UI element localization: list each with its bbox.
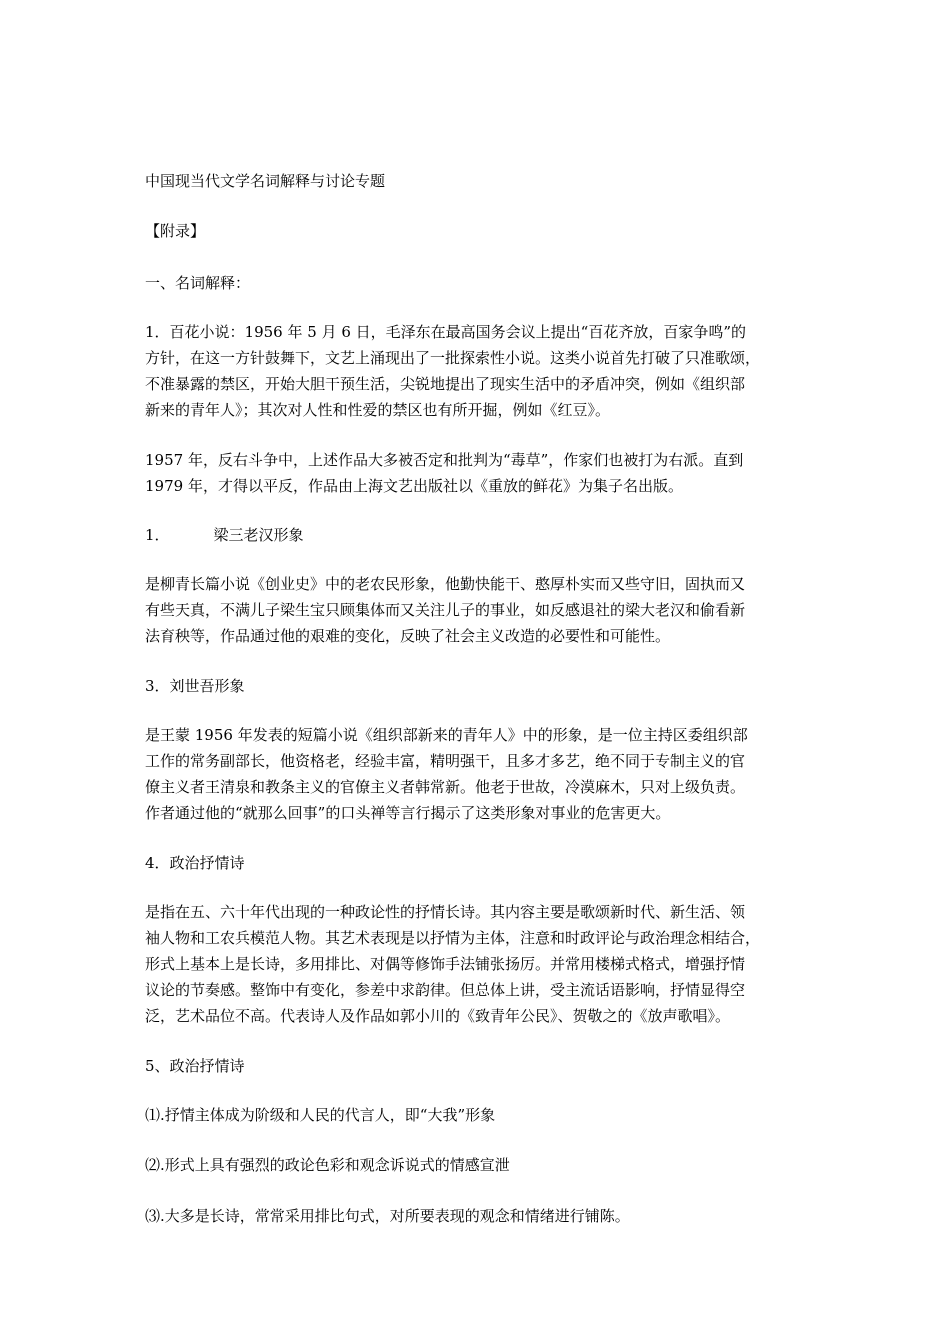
paragraph-line: 法育秧等，作品通过他的艰难的变化，反映了社会主义改造的必要性和可能性。 [145, 627, 671, 645]
entry-heading-liu-shiwu: 3．刘世吾形象 [145, 677, 245, 695]
paragraph-line: 是柳青长篇小说《创业史》中的老农民形象，他勤快能干、憨厚朴实而又些守旧，固执而又 [145, 575, 746, 593]
paragraph-political-lyric [145, 899, 813, 1029]
list-item-2: ⑵.形式上具有强烈的政论色彩和观念诉说式的情感宣泄 [145, 1156, 510, 1174]
entry-heading-political-lyric: 4．政治抒情诗 [145, 854, 245, 872]
appendix-label: 【附录】 [145, 222, 206, 240]
paragraph-line: 作者通过他的“就那么回事”的口头禅等言行揭示了这类形象对事业的危害更大。 [145, 804, 671, 822]
paragraph-line: 工作的常务副部长，他资格老，经验丰富，精明强干，且多才多艺，绝不同于专制主义的官 [145, 752, 746, 770]
paragraph-hundred-flowers [145, 319, 813, 423]
paragraph-1957 [145, 447, 813, 499]
entry-heading-political-lyric-5: 5、政治抒情诗 [145, 1057, 245, 1075]
paragraph-line: 议论的节奏感。整饰中有变化，参差中求韵律。但总体上讲，受主流话语影响，抒情显得空 [145, 981, 746, 999]
paragraph-liang-san [145, 571, 813, 649]
paragraph-line: 1957 年，反右斗争中，上述作品大多被否定和批判为“毒草”，作家们也被打为右派。直到 [145, 451, 744, 469]
paragraph-line: 1979 年，才得以平反，作品由上海文艺出版社以《重放的鲜花》为集子名出版。 [145, 477, 683, 495]
paragraph-line: 是王蒙 1956 年发表的短篇小说《组织部新来的青年人》中的形象，是一位主持区委组织部 [145, 726, 748, 744]
paragraph-line: 有些天真，不满儿子梁生宝只顾集体而又关注儿子的事业，如反感退社的梁大老汉和偷看新 [145, 601, 746, 619]
paragraph-liu-shiwu [145, 722, 813, 826]
paragraph-line: 泛，艺术品位不高。代表诗人及作品如郭小川的《致青年公民》、贺敬之的《放声歌唱》。 [145, 1007, 731, 1025]
list-item-1: ⑴.抒情主体成为阶级和人民的代言人，即“大我”形象 [145, 1106, 496, 1124]
list-item-3: ⑶.大多是长诗，常常采用排比句式，对所要表现的观念和情绪进行铺陈。 [145, 1207, 630, 1225]
section-heading: 一、名词解释： [145, 274, 251, 292]
paragraph-line: 袖人物和工农兵模范人物。其艺术表现是以抒情为主体，注意和时政评论与政治理念相结合， [145, 929, 761, 947]
paragraph-line: 不准暴露的禁区，开始大胆干预生活，尖锐地提出了现实生活中的矛盾冲突，例如《组织部 [145, 375, 746, 393]
paragraph-line: 1．百花小说：1956 年 5 月 6 日，毛泽东在最高国务会议上提出“百花齐放，百家争鸣”的 [145, 323, 746, 341]
paragraph-line: 新来的青年人》；其次对人性和性爱的禁区也有所开掘，例如《红豆》。 [145, 401, 611, 419]
entry-number: 1． [145, 526, 170, 544]
paragraph-line: 形式上基本上是长诗，多用排比、对偶等修饰手法铺张扬厉。并常用楼梯式格式，增强抒情 [145, 955, 746, 973]
entry-heading-liang-san [145, 522, 813, 548]
entry-heading-text: 梁三老汉形象 [213, 526, 304, 544]
document-title: 中国现当代文学名词解释与讨论专题 [145, 172, 386, 190]
paragraph-line: 是指在五、六十年代出现的一种政论性的抒情长诗。其内容主要是歌颂新时代、新生活、领 [145, 903, 746, 921]
paragraph-line: 僚主义者王清泉和教条主义的官僚主义者韩常新。他老于世故，冷漠麻木，只对上级负责。 [145, 778, 746, 796]
paragraph-line: 方针，在这一方针鼓舞下，文艺上涌现出了一批探索性小说。这类小说首先打破了只准歌颂， [145, 349, 761, 367]
